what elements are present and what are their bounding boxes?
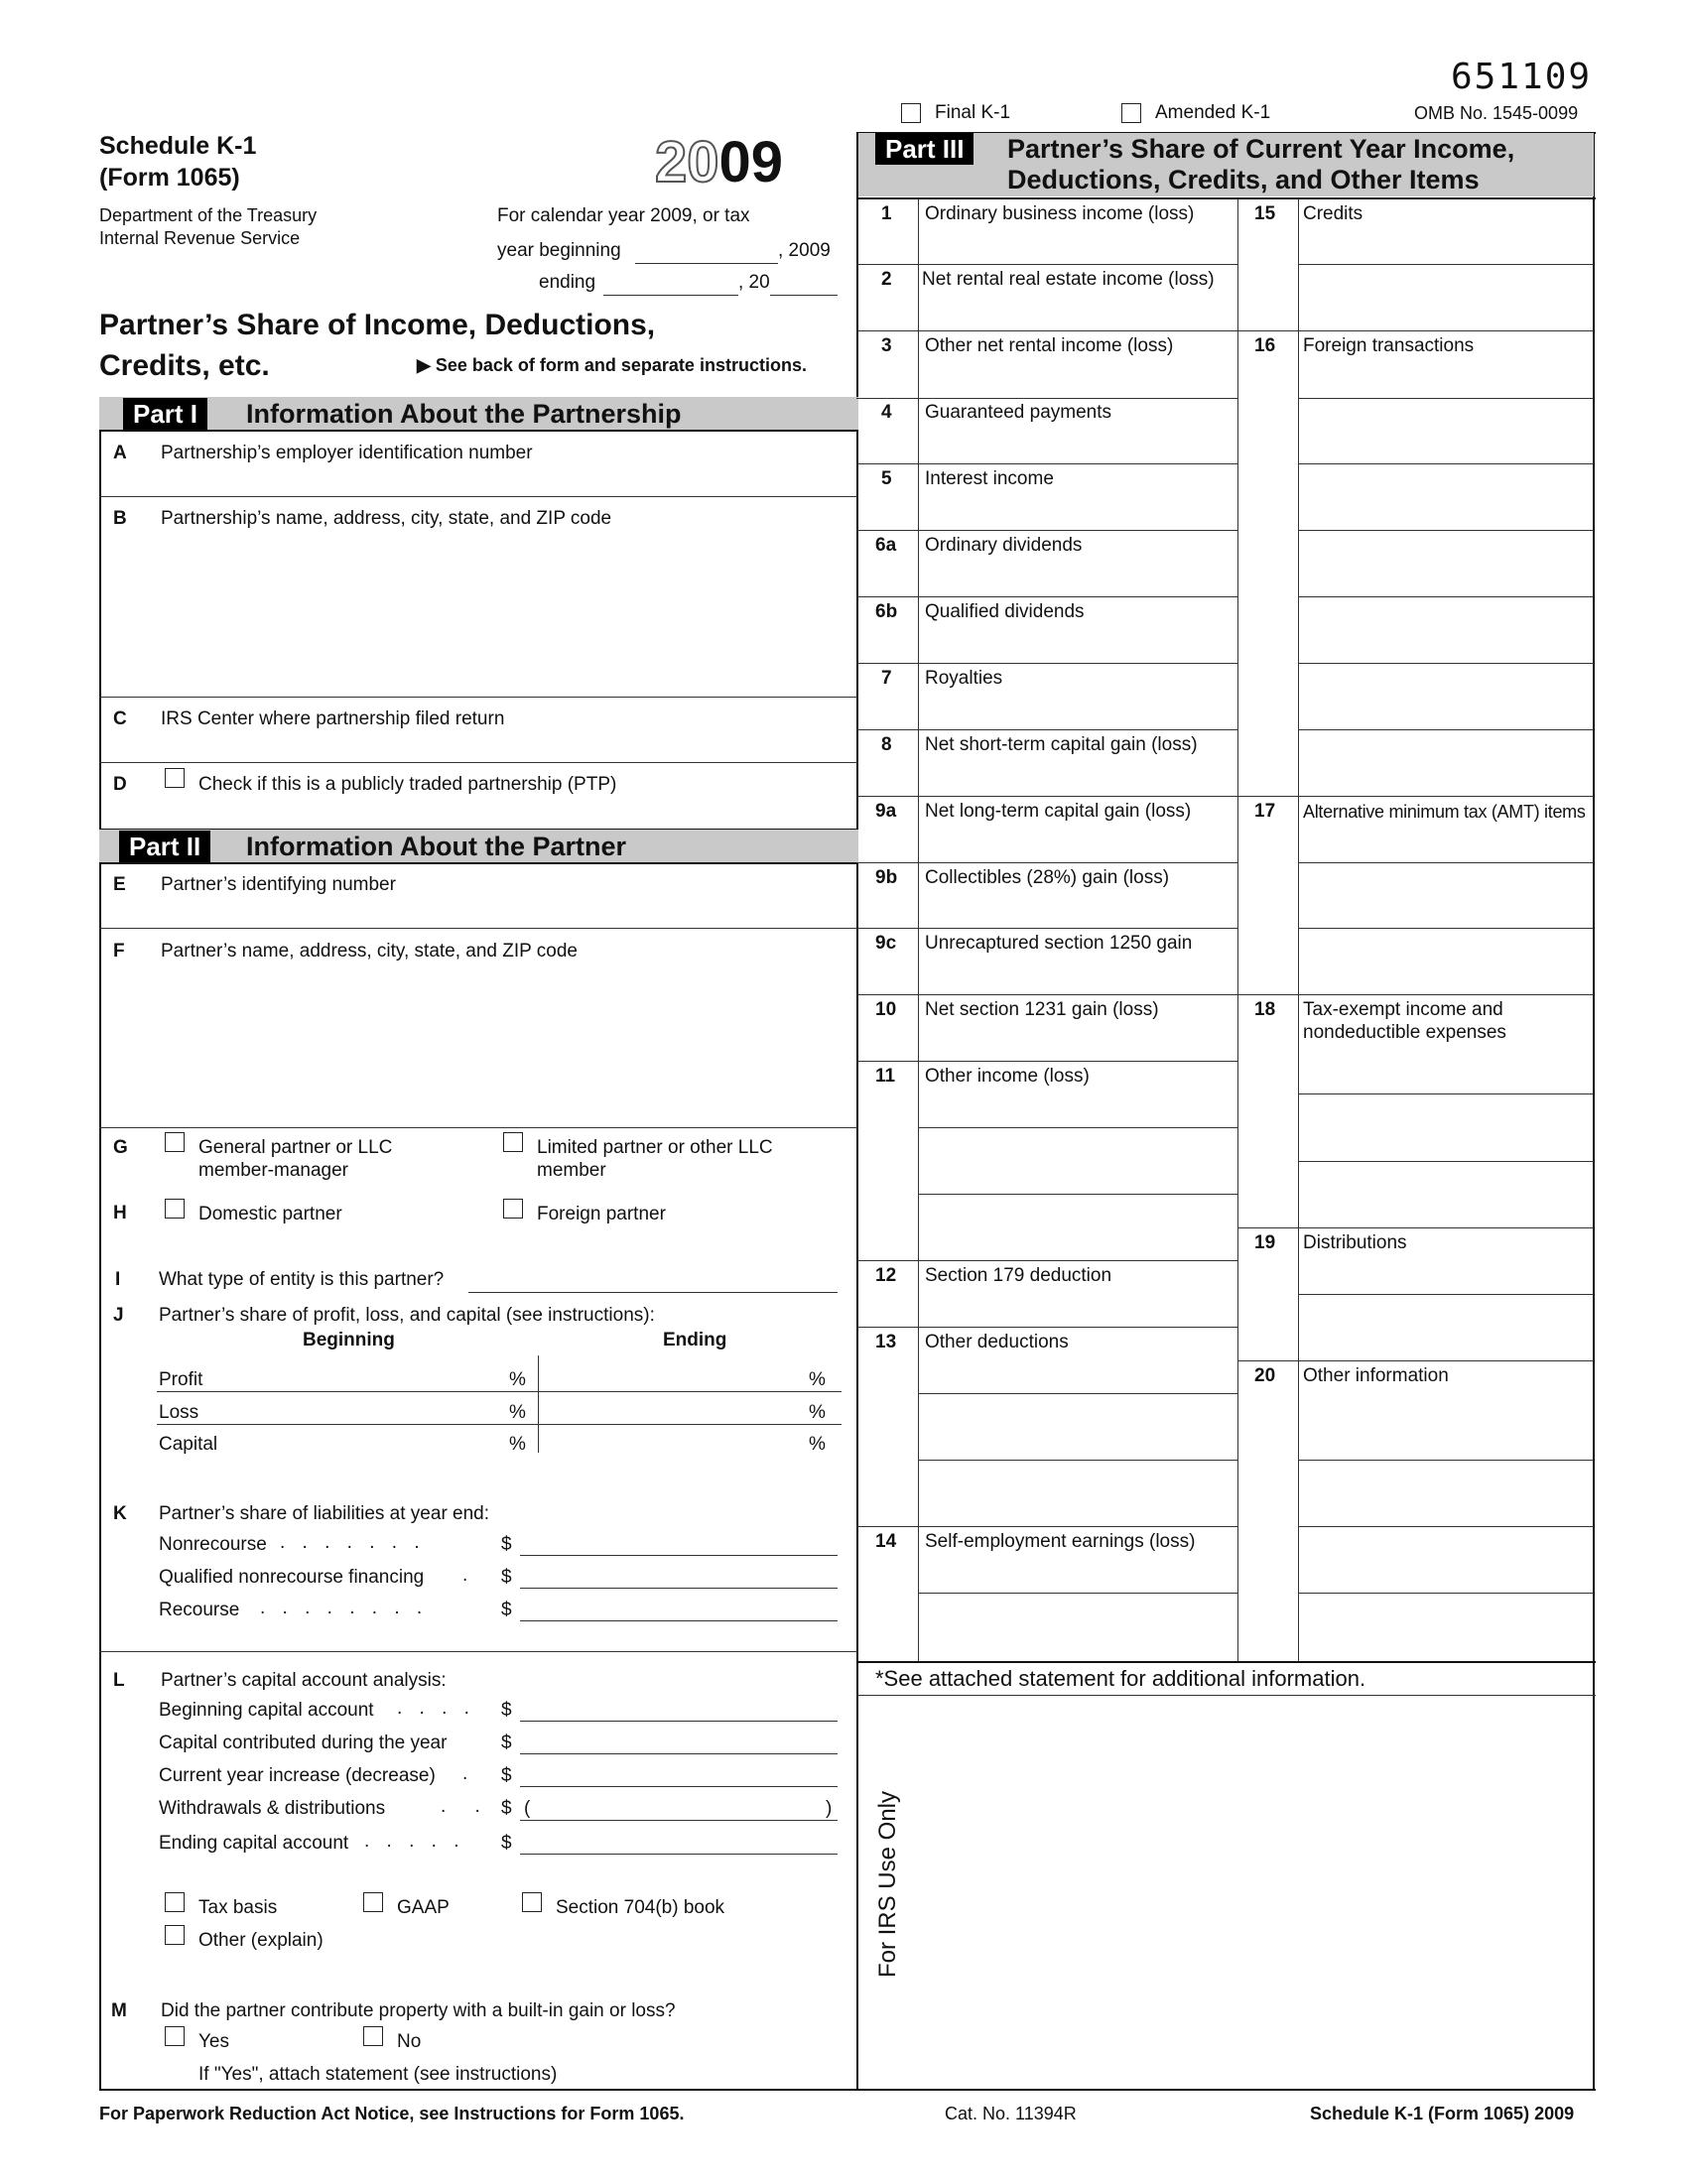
see-back-instructions: ▶ See back of form and separate instructions. [417,355,807,375]
profit-begin-pct[interactable]: % [509,1369,526,1390]
attach-statement-note: If "Yes", attach statement (see instructions) [198,2064,558,2085]
row-e-letter: E [113,874,126,895]
p3-rule-r7 [1298,663,1594,664]
row-c-letter: C [113,708,127,729]
p3-rule-l11a [918,1127,1238,1128]
p3-rule-r9 [1237,796,1594,797]
p3-rule-r12 [1237,994,1594,995]
nonrecourse-label: Nonrecourse [159,1534,267,1555]
year-beginning-field[interactable] [635,263,778,264]
p3-rule-l1 [856,264,1238,265]
p3-rule-r8 [1298,729,1594,730]
partnership-ein-label[interactable]: Partnership’s employer identification number [161,443,533,463]
row-i-letter: I [115,1269,121,1290]
p3-rule-r5 [1298,530,1594,531]
line-18-num: 18 [1254,999,1276,1020]
current-year-increase-field[interactable] [520,1786,838,1787]
row-f-letter: F [113,941,125,962]
no-checkbox[interactable] [363,2026,383,2046]
p3-rule-l11b [918,1194,1238,1195]
line-16-label[interactable]: Foreign transactions [1303,335,1475,356]
line-9b-label[interactable]: Collectibles (28%) gain (loss) [925,867,1170,888]
line-10-num: 10 [875,999,897,1020]
ending-capital-dollar: $ [501,1833,512,1854]
tax-year-decade: 09 [718,130,784,194]
row-b-letter: B [113,508,127,529]
foreign-partner-label: Foreign partner [537,1204,666,1224]
dept-treasury: Department of the Treasury [99,205,318,225]
p3-right-numcol [1298,198,1299,1662]
line-9a-label[interactable]: Net long-term capital gain (loss) [925,801,1192,822]
p3-rule-r13 [1298,1093,1594,1094]
footer-cat-number: Cat. No. 11394R [945,2104,1077,2123]
line-17-num: 17 [1254,801,1276,822]
ending-20-suffix: , 20 [738,272,770,293]
p3-rule-l10 [856,1061,1238,1062]
partner-name-label[interactable]: Partner’s name, address, city, state, and ZIP code [161,941,578,962]
capital-end-pct[interactable]: % [809,1434,826,1455]
p3-rule-l4 [856,463,1238,464]
line-14-label[interactable]: Self-employment earnings (loss) [925,1531,1196,1552]
line-9c-num: 9c [875,933,897,954]
line-20-num: 20 [1254,1365,1276,1386]
no-label: No [397,2031,422,2052]
loss-label: Loss [159,1402,199,1423]
p3-rule-l11c [856,1260,1238,1261]
tax-basis-label: Tax basis [198,1897,278,1918]
rule-k [99,1651,858,1652]
p3-left-numcol [918,198,919,1662]
p3-rule-l3 [856,398,1238,399]
row-d-letter: D [113,774,127,795]
domestic-partner-checkbox[interactable] [165,1199,185,1219]
entity-type-label: What type of entity is this partner? [159,1269,445,1290]
p3-rule-r2 [1237,330,1594,331]
amended-k1-checkbox[interactable] [1121,103,1141,123]
profit-rule [157,1391,842,1392]
row-k-letter: K [113,1503,127,1524]
ending-year-field[interactable] [770,295,838,296]
form-title-line2: Credits, etc. [99,349,270,382]
line-12-label[interactable]: Section 179 deduction [925,1265,1112,1286]
line-1-num: 1 [881,203,892,224]
bottom-border [99,2089,1596,2091]
p3-rule-l14 [918,1593,1238,1594]
p3-rule-r19 [1298,1526,1594,1527]
line-16-num: 16 [1254,335,1276,356]
capital-label: Capital [159,1434,218,1455]
p3-rule-r16 [1298,1294,1594,1295]
part1-tag: Part I [123,398,207,430]
capital-contributed-field[interactable] [520,1753,838,1754]
p3-rule-l13b [918,1460,1238,1461]
general-partner-label2: member-manager [198,1160,348,1181]
line-20-label[interactable]: Other information [1303,1365,1449,1386]
beginning-capital-field[interactable] [520,1721,838,1722]
beginning-header: Beginning [303,1330,395,1350]
limited-partner-label2: member [537,1160,606,1181]
part3-title2: Deductions, Credits, and Other Items [1007,165,1480,194]
row-j-letter: J [113,1305,124,1326]
share-pct-label: Partner’s share of profit, loss, and capital (see instructions): [159,1305,655,1326]
line-9a-num: 9a [875,801,897,822]
loss-rule [157,1424,842,1425]
line-6b-num: 6b [875,601,898,622]
domestic-partner-label: Domestic partner [198,1204,342,1224]
withdrawals-paren-open: ( [524,1798,531,1819]
left-border [99,397,101,2089]
line-3-label[interactable]: Other net rental income (loss) [925,335,1174,356]
line-6b-label[interactable]: Qualified dividends [925,601,1085,622]
partnership-name-label[interactable]: Partnership’s name, address, city, state, and ZIP code [161,508,612,529]
withdrawals-dollar: $ [501,1798,512,1819]
p3-rule-l9b [856,928,1238,929]
p3-rule-r10 [1298,862,1594,863]
nonrecourse-field[interactable] [520,1555,838,1556]
irs-use-only: For IRS Use Only [874,1790,901,1979]
line-2-label[interactable]: Net rental real estate income (loss) [922,269,1215,290]
p3-rule-r3 [1298,398,1594,399]
section-704b-label: Section 704(b) book [556,1897,725,1918]
p3-rule-r20 [1298,1593,1594,1594]
rule-b [99,697,858,698]
part3-tag: Part III [875,133,974,165]
row-m-letter: M [111,2000,127,2021]
ending-capital-field[interactable] [520,1854,838,1855]
p3-rule-r6 [1298,596,1594,597]
calendar-year-text: For calendar year 2009, or tax [497,205,750,226]
p3-mid-divider [1237,198,1238,1662]
part1-header-rule [99,430,858,432]
ending-label: ending [539,272,596,293]
part2-title: Information About the Partner [246,832,626,861]
form-title-line1: Partner’s Share of Income, Deductions, [99,309,656,341]
gaap-label: GAAP [397,1897,450,1918]
nonrecourse-dollar: $ [501,1534,512,1555]
ending-capital-label: Ending capital account [159,1833,349,1854]
line-4-num: 4 [881,402,892,423]
line-5-num: 5 [881,468,892,489]
line-7-num: 7 [881,668,892,689]
p3-rule-l7 [856,729,1238,730]
line-1-label[interactable]: Ordinary business income (loss) [925,203,1195,224]
p3-grid-bottom [856,1661,1596,1663]
tax-year [655,130,784,194]
line-5-label[interactable]: Interest income [925,468,1054,489]
line-11-num: 11 [875,1066,896,1087]
withdrawals-dots: . . [441,1796,492,1817]
p3-rule-l9a [856,862,1238,863]
p3-rule-l2 [856,330,1238,331]
schedule-title: Schedule K-1 [99,132,257,160]
other-explain-checkbox[interactable] [165,1925,185,1945]
p3-rule-r4 [1298,463,1594,464]
partner-id-label[interactable]: Partner’s identifying number [161,874,396,895]
line-11-label[interactable]: Other income (loss) [925,1066,1090,1087]
line-9c-label[interactable]: Unrecaptured section 1250 gain [925,933,1193,954]
qualified-nonrecourse-dollar: $ [501,1567,512,1588]
other-explain-label: Other (explain) [198,1930,324,1951]
loss-end-pct[interactable]: % [809,1402,826,1423]
loss-begin-pct[interactable]: % [509,1402,526,1423]
line-18-label2[interactable]: nondeductible expenses [1303,1022,1506,1043]
p3-rule-l5 [856,530,1238,531]
nonrecourse-dots: . . . . . . . [280,1532,426,1553]
p3-rule-r17 [1237,1360,1594,1361]
line-13-num: 13 [875,1332,897,1352]
line-19-label[interactable]: Distributions [1303,1232,1407,1253]
line-8-label[interactable]: Net short-term capital gain (loss) [925,734,1198,755]
p3-rule-r11 [1298,928,1594,929]
year-beginning-label: year beginning [497,240,621,261]
line-3-num: 3 [881,335,892,356]
p3-rule-r1 [1298,264,1594,265]
row-h-letter: H [113,1203,127,1223]
p3-rule-l6a [856,596,1238,597]
p3-attached-rule [856,1695,1596,1696]
tax-year-century: 20 [655,130,719,194]
footer-paperwork-notice: For Paperwork Reduction Act Notice, see Instructions for Form 1065. [99,2104,685,2123]
line-8-num: 8 [881,734,892,755]
form-code: 651109 [1451,57,1593,97]
limited-partner-checkbox[interactable] [503,1132,523,1152]
p3-rule-r14 [1298,1161,1594,1162]
rule-f [99,1127,858,1128]
qualified-nonrecourse-dots: . [462,1565,468,1586]
row-g-letter: G [113,1137,128,1158]
recourse-field[interactable] [520,1620,838,1621]
tax-basis-checkbox[interactable] [165,1892,185,1912]
amended-k1-label: Amended K-1 [1155,102,1271,123]
row-l-letter: L [113,1670,125,1691]
final-k1-checkbox[interactable] [901,103,921,123]
line-15-label[interactable]: Credits [1303,203,1363,224]
final-k1-label: Final K-1 [935,102,1011,123]
recourse-dollar: $ [501,1600,512,1620]
form-number: (Form 1065) [99,164,240,192]
general-partner-label1: General partner or LLC [198,1137,393,1158]
part3-title1: Partner’s Share of Current Year Income, [1007,134,1515,164]
beginning-capital-dollar: $ [501,1700,512,1721]
capital-contributed-dollar: $ [501,1733,512,1753]
attached-statement-note: *See attached statement for additional information. [875,1666,1366,1691]
line-18-label1[interactable]: Tax-exempt income and [1303,999,1503,1020]
p3-rule-l13c [856,1526,1238,1527]
yes-label: Yes [198,2031,229,2052]
capital-analysis-label: Partner’s capital account analysis: [161,1670,447,1691]
row-a-letter: A [113,443,127,463]
year-2009-suffix: , 2009 [778,240,831,261]
qualified-nonrecourse-field[interactable] [520,1588,838,1589]
line-12-num: 12 [875,1265,897,1286]
part2-header-rule [99,862,858,864]
yes-checkbox[interactable] [165,2026,185,2046]
withdrawals-field[interactable] [520,1820,838,1821]
recourse-dots: . . . . . . . . [260,1598,429,1618]
line-6a-num: 6a [875,535,897,556]
ending-date-field[interactable] [603,295,738,296]
line-19-num: 19 [1254,1232,1276,1253]
ending-capital-dots: . . . . . [364,1831,465,1852]
omb-number: OMB No. 1545-0099 [1414,103,1579,123]
p3-rule-l13a [918,1393,1238,1394]
current-year-increase-label: Current year increase (decrease) [159,1765,436,1786]
ending-header: Ending [663,1330,727,1350]
beginning-capital-label: Beginning capital account [159,1700,374,1721]
line-13-label[interactable]: Other deductions [925,1332,1069,1352]
p3-rule-l6b [856,663,1238,664]
line-15-num: 15 [1254,203,1276,224]
entity-type-field[interactable] [468,1292,838,1293]
irs-center-label[interactable]: IRS Center where partnership filed return [161,708,505,729]
line-4-label[interactable]: Guaranteed payments [925,402,1112,423]
footer-form-id: Schedule K-1 (Form 1065) 2009 [1310,2104,1575,2123]
rule-c [99,762,858,763]
capital-contributed-label: Capital contributed during the year [159,1733,448,1753]
part2-tag: Part II [119,831,210,862]
p3-rule-l9c [856,994,1238,995]
beginning-capital-dots: . . . . [397,1698,475,1719]
gaap-checkbox[interactable] [363,1892,383,1912]
line-2-num: 2 [881,269,892,290]
line-7-label[interactable]: Royalties [925,668,1003,689]
current-year-increase-dots: . [462,1763,468,1784]
withdrawals-label: Withdrawals & distributions [159,1798,386,1819]
withdrawals-paren-close: ) [826,1798,833,1819]
line-9b-num: 9b [875,867,898,888]
p3-rule-l8 [856,796,1238,797]
profit-label: Profit [159,1369,203,1390]
qualified-nonrecourse-label: Qualified nonrecourse financing [159,1567,425,1588]
ptp-checkbox[interactable] [165,768,185,788]
liabilities-label: Partner’s share of liabilities at year end: [159,1503,490,1524]
line-17-label[interactable]: Alternative minimum tax (AMT) items [1303,802,1586,822]
line-10-label[interactable]: Net section 1231 gain (loss) [925,999,1159,1020]
line-6a-label[interactable]: Ordinary dividends [925,535,1083,556]
rule-e [99,928,858,929]
part1-title: Information About the Partnership [246,399,682,429]
right-border [1593,133,1595,2089]
built-in-gain-label: Did the partner contribute property with a built-in gain or loss? [161,2000,676,2021]
section-704b-checkbox[interactable] [522,1892,542,1912]
p3-rule-l12 [856,1327,1238,1328]
current-year-increase-dollar: $ [501,1765,512,1786]
limited-partner-label1: Limited partner or other LLC [537,1137,773,1158]
j-divider [538,1355,539,1453]
recourse-label: Recourse [159,1600,240,1620]
capital-begin-pct[interactable]: % [509,1434,526,1455]
rule-a [99,496,858,497]
p3-rule-r15 [1237,1227,1594,1228]
foreign-partner-checkbox[interactable] [503,1199,523,1219]
ptp-label: Check if this is a publicly traded partnership (PTP) [198,774,617,795]
p3-rule-r18 [1298,1460,1594,1461]
part3-header-rule [856,197,1596,199]
line-14-num: 14 [875,1531,897,1552]
dept-irs: Internal Revenue Service [99,228,301,248]
general-partner-checkbox[interactable] [165,1132,185,1152]
profit-end-pct[interactable]: % [809,1369,826,1390]
